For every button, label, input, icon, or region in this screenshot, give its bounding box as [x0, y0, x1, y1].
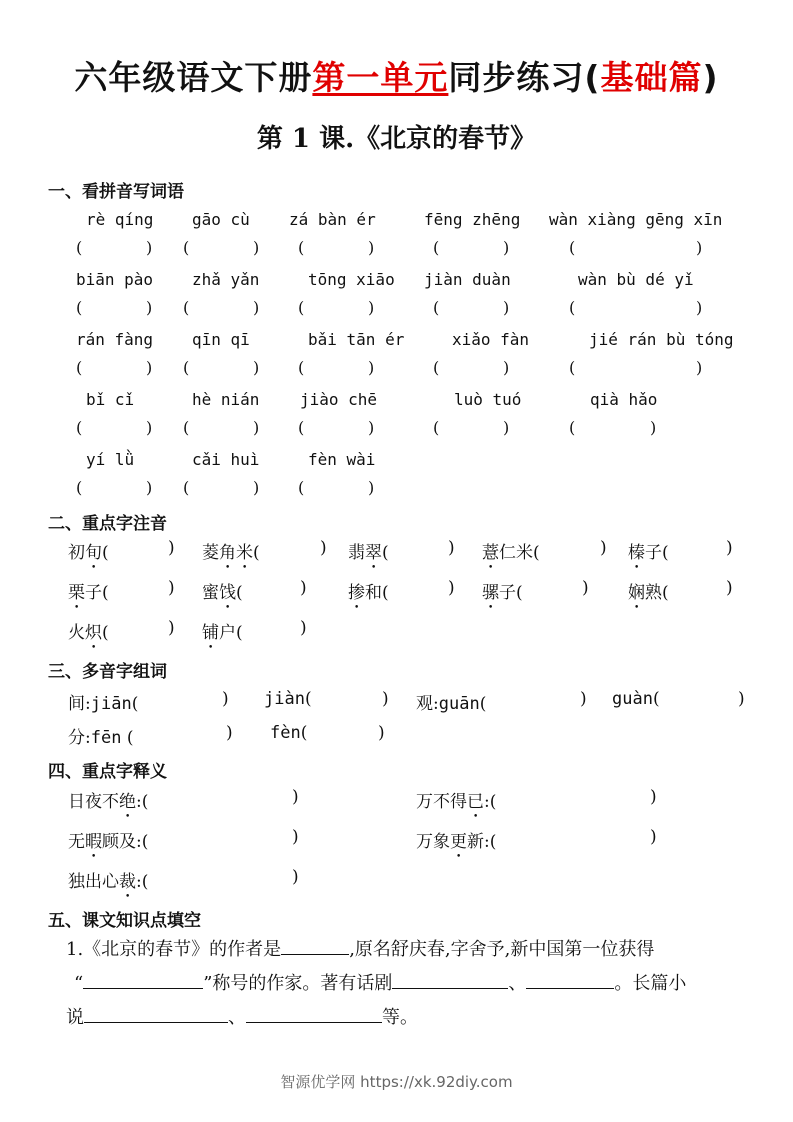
paren-close: ) [503, 358, 510, 377]
paren-open: ( [433, 298, 440, 317]
paren-close: ) [696, 358, 703, 377]
shiyi-item: 独出心裁:( [68, 872, 149, 892]
zhuyin-item: 栗子( [68, 583, 109, 603]
zhuyin-item: 菱角米( [202, 543, 260, 563]
answer-blank[interactable] [526, 972, 614, 989]
paren-close: ) [226, 723, 233, 743]
paren-open: ( [76, 478, 83, 497]
answer-blank[interactable] [281, 938, 349, 955]
paren-close: ) [726, 578, 733, 598]
paren-open: ( [569, 298, 576, 317]
paren-close: ) [146, 358, 153, 377]
zhuyin-item: 掺和( [348, 583, 389, 603]
paren-close: ) [222, 689, 229, 709]
pinyin-item: wàn bù dé yǐ [578, 270, 694, 289]
fill-line-3: 说 、 等。 [66, 1007, 418, 1028]
paren-open: ( [76, 238, 83, 257]
pinyin-item: bǎi tān ér [308, 330, 405, 349]
paren-close: ) [582, 578, 589, 598]
zhuyin-item: 翡翠( [348, 543, 389, 563]
paren-close: ) [503, 298, 510, 317]
paren-close: ) [320, 538, 327, 558]
paren-open: ( [298, 478, 305, 497]
paren-open: ( [433, 358, 440, 377]
fill-line-2: “ ”称号的作家。著有话剧 、 。长篇小 [74, 973, 687, 994]
answer-blank[interactable] [392, 972, 508, 989]
paren-open: ( [433, 418, 440, 437]
paren-open: ( [298, 358, 305, 377]
pinyin-item: fēng zhēng [424, 210, 521, 229]
pinyin-item: luò tuó [454, 390, 522, 409]
paren-close: ) [696, 238, 703, 257]
paren-open: ( [298, 418, 305, 437]
paren-close: ) [146, 238, 153, 257]
paren-open: ( [569, 418, 576, 437]
shiyi-item: 无暇顾及:( [68, 832, 149, 852]
duoyin-item: 间:jiān( [68, 694, 139, 714]
paren-close: ) [448, 578, 455, 598]
paren-open: ( [76, 358, 83, 377]
paren-open: ( [183, 418, 190, 437]
paren-close: ) [600, 538, 607, 558]
paren-close: ) [382, 689, 389, 709]
paren-close: ) [253, 358, 260, 377]
title-level: 基础篇 [600, 58, 703, 97]
paren-close: ) [368, 238, 375, 257]
paren-close: ) [368, 478, 375, 497]
pinyin-item: biān pào [76, 270, 154, 289]
paren-open: ( [569, 238, 576, 257]
pinyin-item: qīn qī [192, 330, 250, 349]
paren-open: ( [76, 298, 83, 317]
duoyin-item: fèn( [270, 723, 308, 743]
paren-close: ) [146, 418, 153, 437]
paren-close: ) [378, 723, 385, 743]
answer-blank[interactable] [246, 1006, 382, 1023]
pinyin-item: rán fàng [76, 330, 154, 349]
section-heading-2: 二、重点字注音 [48, 514, 167, 534]
paren-open: ( [569, 358, 576, 377]
paren-close: ) [580, 689, 587, 709]
zhuyin-item: 骡子( [482, 583, 523, 603]
paren-close: ) [253, 238, 260, 257]
pinyin-item: jiàn duàn [424, 270, 511, 289]
paren-close: ) [448, 538, 455, 558]
pinyin-item: wàn xiàng gēng xīn [549, 210, 723, 229]
paren-close: ) [168, 618, 175, 638]
paren-close: ) [368, 298, 375, 317]
zhuyin-item: 铺户( [202, 623, 243, 643]
paren-close: ) [300, 578, 307, 598]
zhuyin-item: 娴熟( [628, 583, 669, 603]
paren-open: ( [298, 298, 305, 317]
zhuyin-item: 榛子( [628, 543, 669, 563]
pinyin-item: qià hǎo [590, 390, 658, 409]
paren-open: ( [433, 238, 440, 257]
pinyin-item: zhǎ yǎn [192, 270, 260, 289]
paren-close: ) [696, 298, 703, 317]
zhuyin-item: 初旬( [68, 543, 109, 563]
paren-open: ( [183, 238, 190, 257]
footer-watermark: 智源优学网 https://xk.92diy.com [280, 1073, 513, 1091]
paren-close: ) [292, 827, 299, 847]
paren-close: ) [168, 578, 175, 598]
paren-open: ( [183, 478, 190, 497]
paren-close: ) [253, 478, 260, 497]
paren-close: ) [146, 298, 153, 317]
zhuyin-item: 薏仁米( [482, 543, 540, 563]
pinyin-item: jié rán bù tóng [589, 330, 734, 349]
paren-close: ) [650, 418, 657, 437]
paren-close: ) [292, 867, 299, 887]
pinyin-item: tōng xiāo [308, 270, 395, 289]
paren-close: ) [300, 618, 307, 638]
paren-close: ) [292, 787, 299, 807]
shiyi-item: 日夜不绝:( [68, 792, 149, 812]
paren-close: ) [503, 238, 510, 257]
pinyin-item: rè qíng [86, 210, 154, 229]
paren-close: ) [368, 358, 375, 377]
paren-close: ) [726, 538, 733, 558]
duoyin-item: guàn( [612, 689, 660, 709]
shiyi-item: 万不得已:( [416, 792, 497, 812]
paren-close: ) [253, 298, 260, 317]
section-heading-1: 一、看拼音写词语 [48, 182, 184, 202]
zhuyin-item: 火炽( [68, 623, 109, 643]
paren-close: ) [253, 418, 260, 437]
page-title: 六年级语文下册第一单元同步练习(基础篇) [74, 58, 719, 97]
pinyin-item: hè nián [192, 390, 260, 409]
pinyin-item: fèn wài [308, 450, 376, 469]
pinyin-item: gāo cù [192, 210, 250, 229]
pinyin-item: cǎi huì [192, 450, 260, 469]
duoyin-item: 观:guān( [416, 694, 487, 714]
paren-close: ) [650, 827, 657, 847]
paren-close: ) [146, 478, 153, 497]
pinyin-item: bǐ cǐ [86, 390, 135, 409]
section-heading-5: 五、课文知识点填空 [48, 911, 201, 931]
duoyin-item: jiàn( [264, 689, 312, 709]
pinyin-item: yí lǜ [86, 450, 135, 469]
answer-blank[interactable] [84, 1006, 228, 1023]
pinyin-item: xiǎo fàn [452, 330, 530, 349]
paren-close: ) [503, 418, 510, 437]
paren-open: ( [76, 418, 83, 437]
fill-line-1: 1.《北京的春节》的作者是 ,原名舒庆春,字舍予,新中国第一位获得 [66, 939, 655, 960]
paren-open: ( [298, 238, 305, 257]
paren-close: ) [650, 787, 657, 807]
zhuyin-item: 蜜饯( [202, 583, 243, 603]
paren-close: ) [368, 418, 375, 437]
paren-open: ( [183, 298, 190, 317]
pinyin-item: zá bàn ér [289, 210, 376, 229]
pinyin-item: jiào chē [300, 390, 378, 409]
lesson-title: 第 1 课.《北京的春节》 [256, 124, 537, 154]
shiyi-item: 万象更新:( [416, 832, 497, 852]
section-heading-3: 三、多音字组词 [48, 662, 167, 682]
section-heading-4: 四、重点字释义 [48, 762, 167, 782]
answer-blank[interactable] [83, 972, 203, 989]
duoyin-item: 分:fēn ( [68, 728, 134, 748]
paren-open: ( [183, 358, 190, 377]
paren-close: ) [738, 689, 745, 709]
title-unit: 第一单元 [312, 58, 449, 97]
paren-close: ) [168, 538, 175, 558]
